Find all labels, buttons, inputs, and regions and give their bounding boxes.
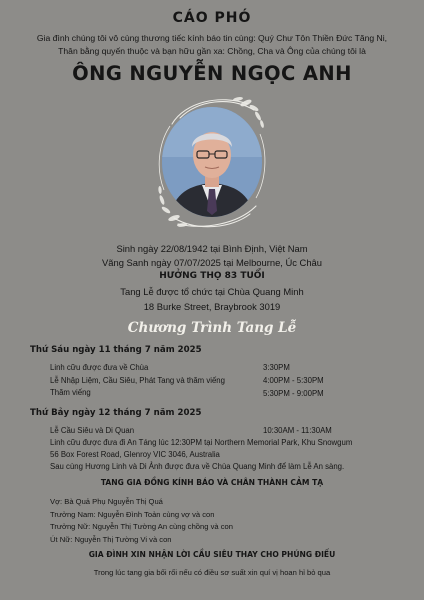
friday-time-2: 4:00PM - 5:30PM: [263, 376, 324, 385]
saturday-heading: Thứ Bảy ngày 12 tháng 7 năm 2025: [30, 408, 202, 418]
family-member-youngest-daughter: Út Nữ: Nguyễn Thị Tường Vi và con: [50, 535, 172, 544]
family-member-wife: Vợ: Bà Quả Phụ Nguyễn Thị Quá: [50, 497, 163, 506]
portrait-frame: [150, 94, 274, 232]
intro-line-2: Thân bằng quyến thuộc và bạn hữu gần xa: Chồng, Cha và Ông của chúng tôi là: [58, 46, 366, 56]
saturday-item-2-line-2: 56 Box Forest Road, Glenroy VIC 3046, Australia: [50, 450, 220, 459]
saturday-item-3: Sau cùng Hương Linh và Di Ảnh được đưa về Chùa Quang Minh để làm Lễ An sàng.: [50, 462, 345, 471]
friday-time-3: 5:30PM - 9:00PM: [263, 389, 324, 398]
schedule-title: Chương Trình Tang Lễ: [127, 320, 297, 336]
friday-heading: Thứ Sáu ngày 11 tháng 7 năm 2025: [30, 345, 202, 355]
passing-info: Vãng Sanh ngày 07/07/2025 tại Melbourne, Úc Châu: [102, 257, 322, 268]
closing-apology: Trong lúc tang gia bối rối nếu có điều sơ suất xin quí vị hoan hỉ bỏ qua: [93, 568, 331, 577]
funeral-address: 18 Burke Street, Braybrook 3019: [143, 301, 281, 312]
friday-item-2: Lễ Nhập Liệm, Cầu Siêu, Phát Tang và thăm viếng: [50, 376, 225, 385]
saturday-time-1: 10:30AM - 11:30AM: [263, 426, 332, 435]
closing-heading: GIA ĐÌNH XIN NHẬN LỜI CẦU SIÊU THAY CHO PHÚNG ĐIẾU: [88, 550, 336, 559]
portrait-photo: [162, 107, 262, 217]
obituary-title: CÁO PHÓ: [172, 10, 252, 26]
intro-line-1: Gia đình chúng tôi vô cùng thương tiếc kính báo tin cùng: Quý Chư Tôn Thiền Đức Tăng Ni,: [36, 33, 388, 43]
age-heading: HƯỞNG THỌ 83 TUỔI: [159, 271, 265, 281]
friday-item-3: Thăm viếng: [50, 388, 91, 397]
family-member-eldest-daughter: Trưởng Nữ: Nguyễn Thị Tường An cùng chồng và con: [50, 522, 233, 531]
friday-time-1: 3:30PM: [263, 363, 290, 372]
family-heading: TANG GIA ĐỒNG KÍNH BÁO VÀ CHÂN THÀNH CẢM TẠ: [100, 478, 324, 487]
funeral-location: Tang Lễ được tổ chức tại Chùa Quang Minh: [120, 286, 304, 297]
saturday-item-2-line-1: Linh cữu được đưa đi An Táng lúc 12:30PM tại Northern Memorial Park, Khu Snowgum: [50, 438, 353, 447]
family-member-eldest-son: Trưởng Nam: Nguyễn Đình Toản cùng vợ và con: [50, 510, 215, 519]
deceased-name: ÔNG NGUYỄN NGỌC ANH: [72, 62, 352, 85]
friday-item-1: Linh cữu được đưa về Chùa: [50, 363, 149, 372]
saturday-item-1: Lễ Cầu Siêu và Di Quan: [50, 426, 135, 435]
elderly-man-portrait-icon: [162, 107, 262, 217]
birth-info: Sinh ngày 22/08/1942 tại Bình Định, Việt Nam: [116, 243, 308, 254]
